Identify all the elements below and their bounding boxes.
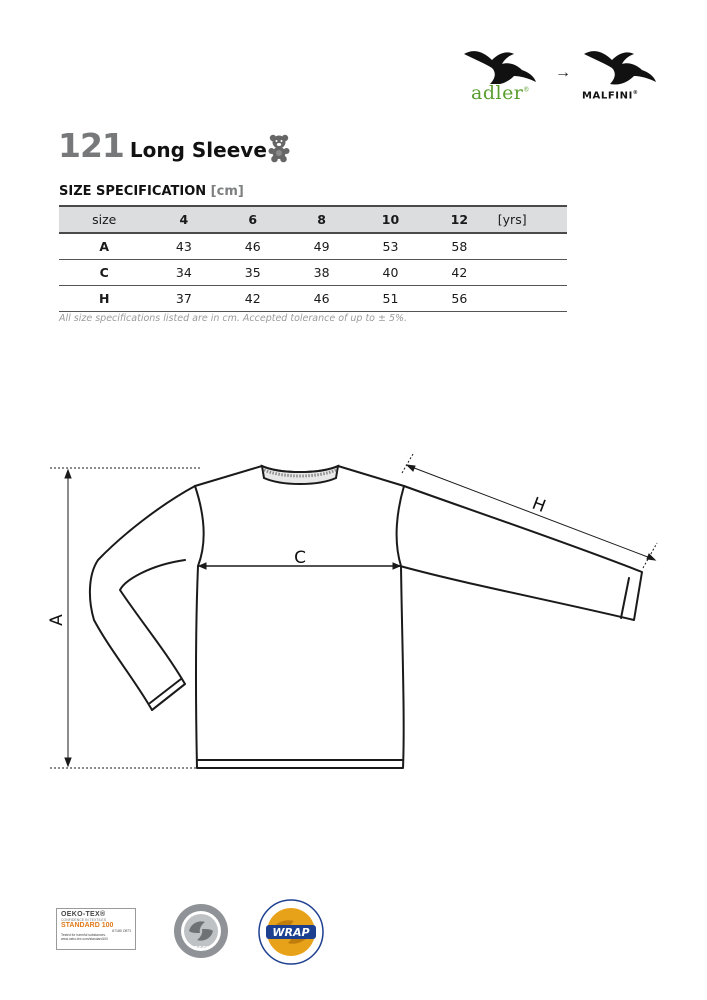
size-4: 4 [149, 206, 218, 233]
cell-value: 58 [425, 233, 494, 260]
svg-text:BSCI: BSCI [193, 946, 209, 952]
adler-wordmark: adler® [471, 82, 530, 104]
malfini-wordmark: MALFINI® [582, 90, 639, 102]
dimension-label-c: C [294, 548, 306, 568]
size-label: size [59, 206, 149, 233]
size-spec-table [59, 205, 567, 312]
size-6: 6 [218, 206, 287, 233]
cell-value: 34 [149, 260, 218, 286]
shirt-outline [90, 466, 642, 768]
adler-logo [462, 42, 542, 104]
row-label: A [59, 233, 149, 260]
product-code: 121 [58, 126, 124, 165]
row-label: H [59, 286, 149, 312]
cell-value: 42 [218, 286, 287, 312]
size-spec-heading: SIZE SPECIFICATION [cm] [59, 184, 244, 199]
dimension-a [50, 468, 200, 768]
dimension-label-h: H [529, 493, 549, 517]
table-row [59, 286, 567, 312]
table-row [59, 233, 567, 260]
size-10: 10 [356, 206, 425, 233]
size-12: 12 [425, 206, 494, 233]
tolerance-note: All size specifications listed are in cm. Accepted tolerance of up to ± 5%. [59, 313, 408, 324]
garment-diagram [0, 430, 707, 790]
svg-text:WRAP: WRAP [272, 926, 310, 939]
cell-value: 38 [287, 260, 356, 286]
teddy-bear-icon [267, 133, 291, 163]
oeko-tex-badge: OEKO-TEX® CONFIDENCE IN TEXTILES STANDARD 100 67180 OETI Tested for harmful substances. www.oeko-tex.com/standard100 [56, 908, 136, 950]
cell-value: 51 [356, 286, 425, 312]
wrap-badge [258, 899, 324, 965]
size-unit: [yrs] [494, 206, 567, 233]
cell-value: 40 [356, 260, 425, 286]
table-header-row [59, 206, 567, 233]
cell-value: 46 [218, 233, 287, 260]
table-row [59, 260, 567, 286]
arrow-right-icon: → [555, 64, 571, 81]
size-8: 8 [287, 206, 356, 233]
cell-value: 49 [287, 233, 356, 260]
cell-value: 46 [287, 286, 356, 312]
dimension-label-a: A [47, 614, 67, 626]
cell-value: 42 [425, 260, 494, 286]
row-label: C [59, 260, 149, 286]
cell-value: 35 [218, 260, 287, 286]
product-name: Long Sleeve [129, 138, 267, 162]
product-title [58, 126, 267, 165]
cell-value: 53 [356, 233, 425, 260]
cell-value: 56 [425, 286, 494, 312]
bsci-badge [173, 903, 229, 959]
malfini-logo [578, 42, 662, 104]
eagle-icon [578, 42, 662, 88]
cell-value: 37 [149, 286, 218, 312]
cell-value: 43 [149, 233, 218, 260]
eagle-icon [462, 42, 542, 84]
